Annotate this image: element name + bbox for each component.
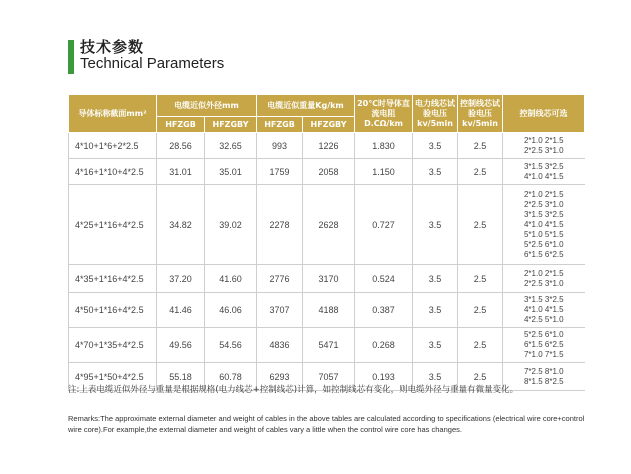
cell-weight-hfzgby: 5471 [303, 328, 355, 363]
control-option: 2*1.0 2*1.5 [523, 268, 564, 278]
control-option: 5*2.5 6*1.0 [523, 330, 564, 339]
cell-weight-hfzgby: 2058 [303, 159, 355, 185]
cell-spec: 4*25+1*16+4*2.5 [69, 185, 157, 265]
control-option: 2*1.0 2*1.5 [523, 135, 564, 145]
cell-control-test: 2.5 [458, 265, 503, 293]
cell-weight-hfzgb: 4836 [257, 328, 303, 363]
cell-control-test: 2.5 [458, 328, 503, 363]
page-title-cn: 技术参数 [80, 38, 145, 56]
cell-control-test: 2.5 [458, 363, 503, 391]
cell-resistance: 0.727 [355, 185, 413, 265]
note-cn: 注:上表电缆近似外径与重量是根据规格(电力线芯+控制线芯)计算，如控制线芯有变化，则电缆外径与重量有微量变化。 [68, 385, 519, 395]
control-option: 3*1.5 3*2.5 [523, 295, 564, 304]
cell-weight-hfzgb: 3707 [257, 293, 303, 328]
control-option: 4*1.0 4*1.5 [523, 305, 564, 314]
control-option: 5*2.5 6*1.0 [523, 239, 564, 249]
cell-power-test: 3.5 [413, 328, 458, 363]
cell-diameter-hfzgby: 39.02 [205, 185, 257, 265]
cell-weight-hfzgby: 1226 [303, 133, 355, 159]
cell-weight-hfzgb: 993 [257, 133, 303, 159]
cell-diameter-hfzgb: 31.01 [157, 159, 205, 185]
cell-diameter-hfzgb: 34.82 [157, 185, 205, 265]
cell-resistance: 0.387 [355, 293, 413, 328]
table-row [69, 185, 585, 265]
cell-diameter-hfzgb: 55.18 [157, 363, 205, 391]
cell-resistance: 0.524 [355, 265, 413, 293]
cell-weight-hfzgby: 3170 [303, 265, 355, 293]
cell-spec: 4*16+1*10+4*2.5 [69, 159, 157, 185]
control-option: 7*2.5 8*1.0 [523, 366, 564, 376]
cell-control-options [503, 159, 585, 185]
cell-spec: 4*95+1*50+4*2.5 [69, 363, 157, 391]
remarks-en: Remarks:The approximate external diameter and weight of cables in the above tables are calculated according to specifications (electrical wire core+control wire core).For example,the external diameter and weight of cables vary a little when the control wire core has changes. [68, 414, 585, 434]
cell-control-options [503, 185, 585, 265]
cell-spec: 4*10+1*6+2*2.5 [69, 133, 157, 159]
cell-power-test: 3.5 [413, 363, 458, 391]
header-control-test-voltage: 控制线芯试验电压kv/5min [458, 95, 503, 133]
header-control-optional: 控制线芯可选 [503, 95, 585, 133]
header-resistance: 20℃时导体直流电阻 D.CΩ/km [355, 95, 413, 133]
cell-diameter-hfzgb: 41.46 [157, 293, 205, 328]
cell-control-test: 2.5 [458, 133, 503, 159]
cell-control-test: 2.5 [458, 185, 503, 265]
cell-diameter-hfzgby: 41.60 [205, 265, 257, 293]
cell-diameter-hfzgb: 28.56 [157, 133, 205, 159]
control-option: 3*1.5 3*2.5 [523, 209, 564, 219]
subheader-hfzgby-diameter: HFZGBY [205, 117, 257, 133]
subheader-hfzgb-diameter: HFZGB [157, 117, 205, 133]
cell-power-test: 3.5 [413, 293, 458, 328]
cell-control-options [503, 328, 585, 363]
cell-diameter-hfzgby: 35.01 [205, 159, 257, 185]
cell-power-test: 3.5 [413, 185, 458, 265]
cell-spec: 4*35+1*16+4*2.5 [69, 265, 157, 293]
control-option: 2*1.0 2*1.5 [523, 189, 564, 199]
control-option: 2*2.5 3*1.0 [523, 145, 564, 155]
control-option: 8*1.5 8*2.5 [523, 376, 564, 386]
cell-diameter-hfzgby: 46.06 [205, 293, 257, 328]
cell-weight-hfzgb: 6293 [257, 363, 303, 391]
control-option: 2*2.5 3*1.0 [523, 199, 564, 209]
cell-resistance: 0.268 [355, 328, 413, 363]
cell-weight-hfzgby: 2628 [303, 185, 355, 265]
title-accent-bar [68, 40, 74, 74]
cell-diameter-hfzgb: 37.20 [157, 265, 205, 293]
cell-weight-hfzgby: 7057 [303, 363, 355, 391]
table-row [69, 133, 585, 159]
cell-weight-hfzgby: 4188 [303, 293, 355, 328]
table-row [69, 328, 585, 363]
cell-control-options [503, 293, 585, 328]
control-option: 6*1.5 6*2.5 [523, 340, 564, 349]
table-row [69, 159, 585, 185]
cell-weight-hfzgb: 2278 [257, 185, 303, 265]
cell-weight-hfzgb: 1759 [257, 159, 303, 185]
control-option: 5*1.0 5*1.5 [523, 229, 564, 239]
header-spec: 导体标称截面mm² [69, 95, 157, 133]
cell-power-test: 3.5 [413, 133, 458, 159]
table-row [69, 293, 585, 328]
cell-control-test: 2.5 [458, 293, 503, 328]
control-option: 4*2.5 5*1.0 [523, 315, 564, 324]
subheader-hfzgby-weight: HFZGBY [303, 117, 355, 133]
cell-resistance: 0.193 [355, 363, 413, 391]
header-diameter: 电缆近似外径mm [157, 95, 257, 117]
technical-parameters-table [68, 94, 585, 391]
cell-diameter-hfzgby: 54.56 [205, 328, 257, 363]
cell-control-options [503, 265, 585, 293]
cell-resistance: 1.830 [355, 133, 413, 159]
cell-control-options [503, 133, 585, 159]
cell-spec: 4*70+1*35+4*2.5 [69, 328, 157, 363]
cell-diameter-hfzgby: 32.65 [205, 133, 257, 159]
cell-control-test: 2.5 [458, 159, 503, 185]
subheader-hfzgb-weight: HFZGB [257, 117, 303, 133]
control-option: 2*2.5 3*1.0 [523, 278, 564, 288]
cell-weight-hfzgb: 2776 [257, 265, 303, 293]
cell-power-test: 3.5 [413, 159, 458, 185]
table-row [69, 265, 585, 293]
control-option: 6*1.5 6*2.5 [523, 249, 564, 259]
control-option: 3*1.5 3*2.5 [523, 161, 564, 171]
control-option: 7*1.0 7*1.5 [523, 350, 564, 359]
control-option: 4*1.0 4*1.5 [523, 171, 564, 181]
cell-diameter-hfzgb: 49.56 [157, 328, 205, 363]
control-option: 4*1.0 4*1.5 [523, 219, 564, 229]
header-power-test-voltage: 电力线芯试验电压kv/5min [413, 95, 458, 133]
cell-power-test: 3.5 [413, 265, 458, 293]
page-title-en: Technical Parameters [80, 55, 225, 72]
cell-spec: 4*50+1*16+4*2.5 [69, 293, 157, 328]
cell-resistance: 1.150 [355, 159, 413, 185]
cell-diameter-hfzgby: 60.78 [205, 363, 257, 391]
header-weight: 电缆近似重量Kg/km [257, 95, 355, 117]
